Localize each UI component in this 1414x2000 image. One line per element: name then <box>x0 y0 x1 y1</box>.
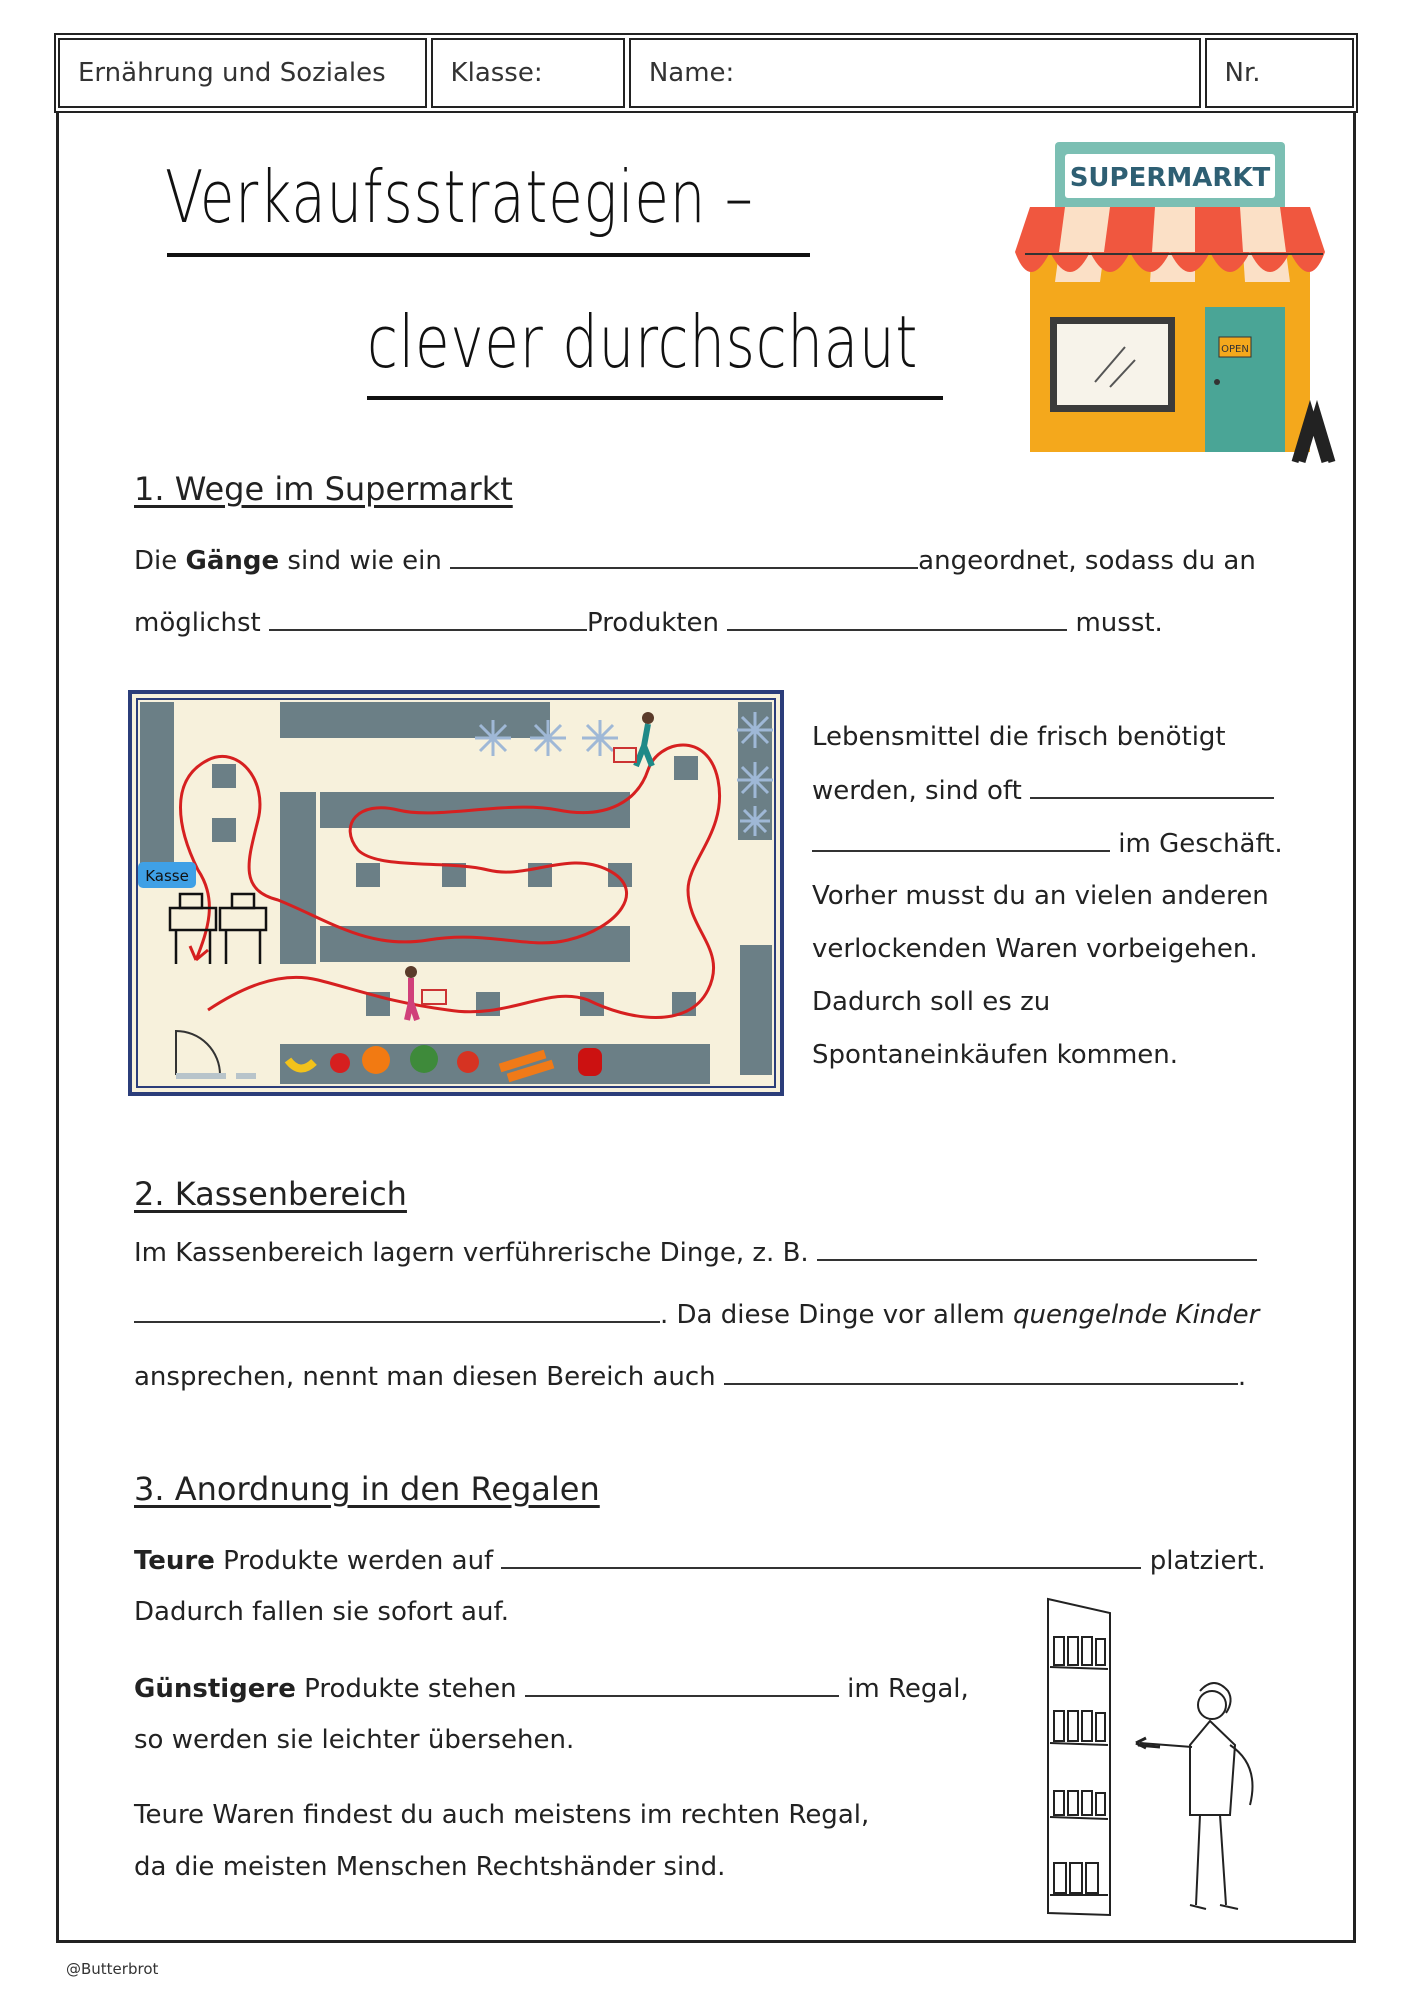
side-line-7: Spontaneinkäufen kommen. <box>812 1040 1179 1070</box>
svg-text:OPEN: OPEN <box>1221 344 1249 355</box>
nr-cell[interactable] <box>1205 38 1354 108</box>
blank-1-5[interactable] <box>812 828 1110 852</box>
blank-2-2[interactable] <box>134 1299 660 1323</box>
section-2-line-2: . Da diese Dinge vor allem quengelnde Kinder <box>134 1299 1259 1330</box>
shelf-shopper-icon <box>1040 1595 1280 1925</box>
section-1-heading: 1. Wege im Supermarkt <box>134 470 513 508</box>
side-line-4: Vorher musst du an vielen anderen <box>812 881 1269 911</box>
section-2-heading: 2. Kassenbereich <box>134 1175 407 1213</box>
section-3-line-6: da die meisten Menschen Rechtshänder sind. <box>134 1852 726 1882</box>
title-underline-2 <box>367 396 943 400</box>
section-3-line-5: Teure Waren findest du auch meistens im rechten Regal, <box>134 1800 870 1830</box>
section-1-line-1: Die Gänge sind wie ein angeordnet, sodass du an <box>134 546 1256 576</box>
name-cell[interactable] <box>629 38 1201 108</box>
blank-1-1[interactable] <box>450 545 918 569</box>
side-line-6: Dadurch soll es zu <box>812 987 1051 1017</box>
section-3-heading: 3. Anordnung in den Regalen <box>134 1470 600 1508</box>
supermarket-floorplan <box>128 690 784 1096</box>
section-1-line-2: möglichst Produkten musst. <box>134 608 1163 638</box>
blank-3-2[interactable] <box>525 1673 839 1697</box>
blank-3-1[interactable] <box>501 1545 1141 1569</box>
title-underline-1 <box>167 253 810 257</box>
section-3-line-2: Dadurch fallen sie sofort auf. <box>134 1597 509 1627</box>
class-cell[interactable] <box>431 38 625 108</box>
header-table <box>54 33 1358 113</box>
blank-1-4[interactable] <box>1030 775 1274 799</box>
blank-2-1[interactable] <box>817 1237 1257 1261</box>
footer-credit: @Butterbrot <box>66 1960 159 1978</box>
section-2-line-1: Im Kassenbereich lagern verführerische Dinge, z. B. <box>134 1237 1257 1268</box>
section-3-line-1: Teure Produkte werden auf platziert. <box>134 1546 1266 1576</box>
section-3-line-4: so werden sie leichter übersehen. <box>134 1725 575 1755</box>
section-2-line-3: ansprechen, nennt man diesen Bereich auch . <box>134 1362 1247 1392</box>
title-line-2: clever durchschaut <box>367 300 919 384</box>
side-line-2: werden, sind oft <box>812 775 1274 806</box>
class-label: Klasse: <box>450 58 543 88</box>
subject-cell <box>58 38 427 108</box>
shop-sign-text: SUPERMARKT <box>1069 163 1271 193</box>
blank-2-3[interactable] <box>724 1361 1238 1385</box>
side-line-1: Lebensmittel die frisch benötigt <box>812 722 1226 752</box>
side-line-5: verlockenden Waren vorbeigehen. <box>812 934 1258 964</box>
name-label: Name: <box>648 58 735 88</box>
supermarket-building-icon <box>1005 142 1340 467</box>
blank-1-3[interactable] <box>727 607 1067 631</box>
subject-label: Ernährung und Soziales <box>78 58 386 88</box>
title-line-1: Verkaufsstrategien – <box>165 155 754 239</box>
section-3-line-3: Günstigere Produkte stehen im Regal, <box>134 1674 969 1704</box>
side-line-3: im Geschäft. <box>812 828 1283 859</box>
nr-label: Nr. <box>1224 58 1261 88</box>
blank-1-2[interactable] <box>269 607 587 631</box>
kasse-label: Kasse <box>145 867 189 885</box>
